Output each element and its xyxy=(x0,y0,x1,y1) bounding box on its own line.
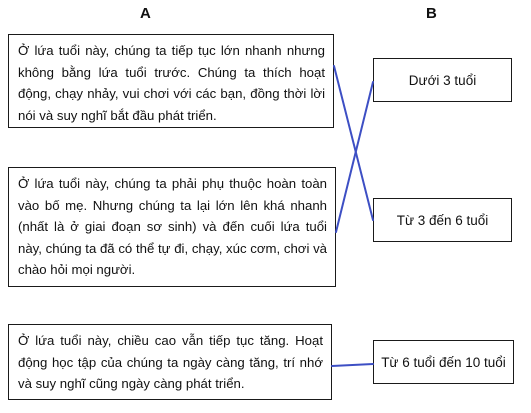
column-b-item-1 xyxy=(373,58,512,102)
column-b-item-2 xyxy=(373,198,512,242)
column-b-item-2-label: Từ 3 đến 6 tuổi xyxy=(396,212,489,228)
connector-line-1-to-2 xyxy=(334,66,373,220)
column-a-item-2: Ở lứa tuổi này, chúng ta phải phụ thuộc hoàn toàn vào bố mẹ. Nhưng chúng ta lại lớn lên khá nhanh (nhất là ở giai đoạn sơ sinh) và đến cuối lứa tuổi này, chúng ta đã có thể tự đi, chạy, xúc cơm, chơi và chào hỏi mọi người. xyxy=(8,167,336,287)
column-b-item-3 xyxy=(373,340,514,384)
column-a-item-3: Ở lứa tuổi này, chiều cao vẫn tiếp tục tăng. Hoạt động học tập của chúng ta ngày càng tăng, trí nhớ và suy nghĩ cũng ngày càng phát triển. xyxy=(8,324,332,400)
column-b-header: B xyxy=(426,5,437,22)
column-a-header: A xyxy=(140,5,151,22)
column-b-item-3-label: Từ 6 tuổi đến 10 tuổi xyxy=(381,354,506,370)
column-b-item-1-label: Dưới 3 tuổi xyxy=(408,72,477,88)
column-a-item-1: Ở lứa tuổi này, chúng ta tiếp tục lớn nhanh nhưng không bằng lứa tuổi trước. Chúng ta thích hoạt động, chạy nhảy, vui chơi với các bạn, đồng thời lời nói và suy nghĩ bắt đầu phát triển. xyxy=(8,34,334,128)
connector-line-3-to-3 xyxy=(332,364,373,366)
connector-line-2-to-1 xyxy=(336,82,373,232)
